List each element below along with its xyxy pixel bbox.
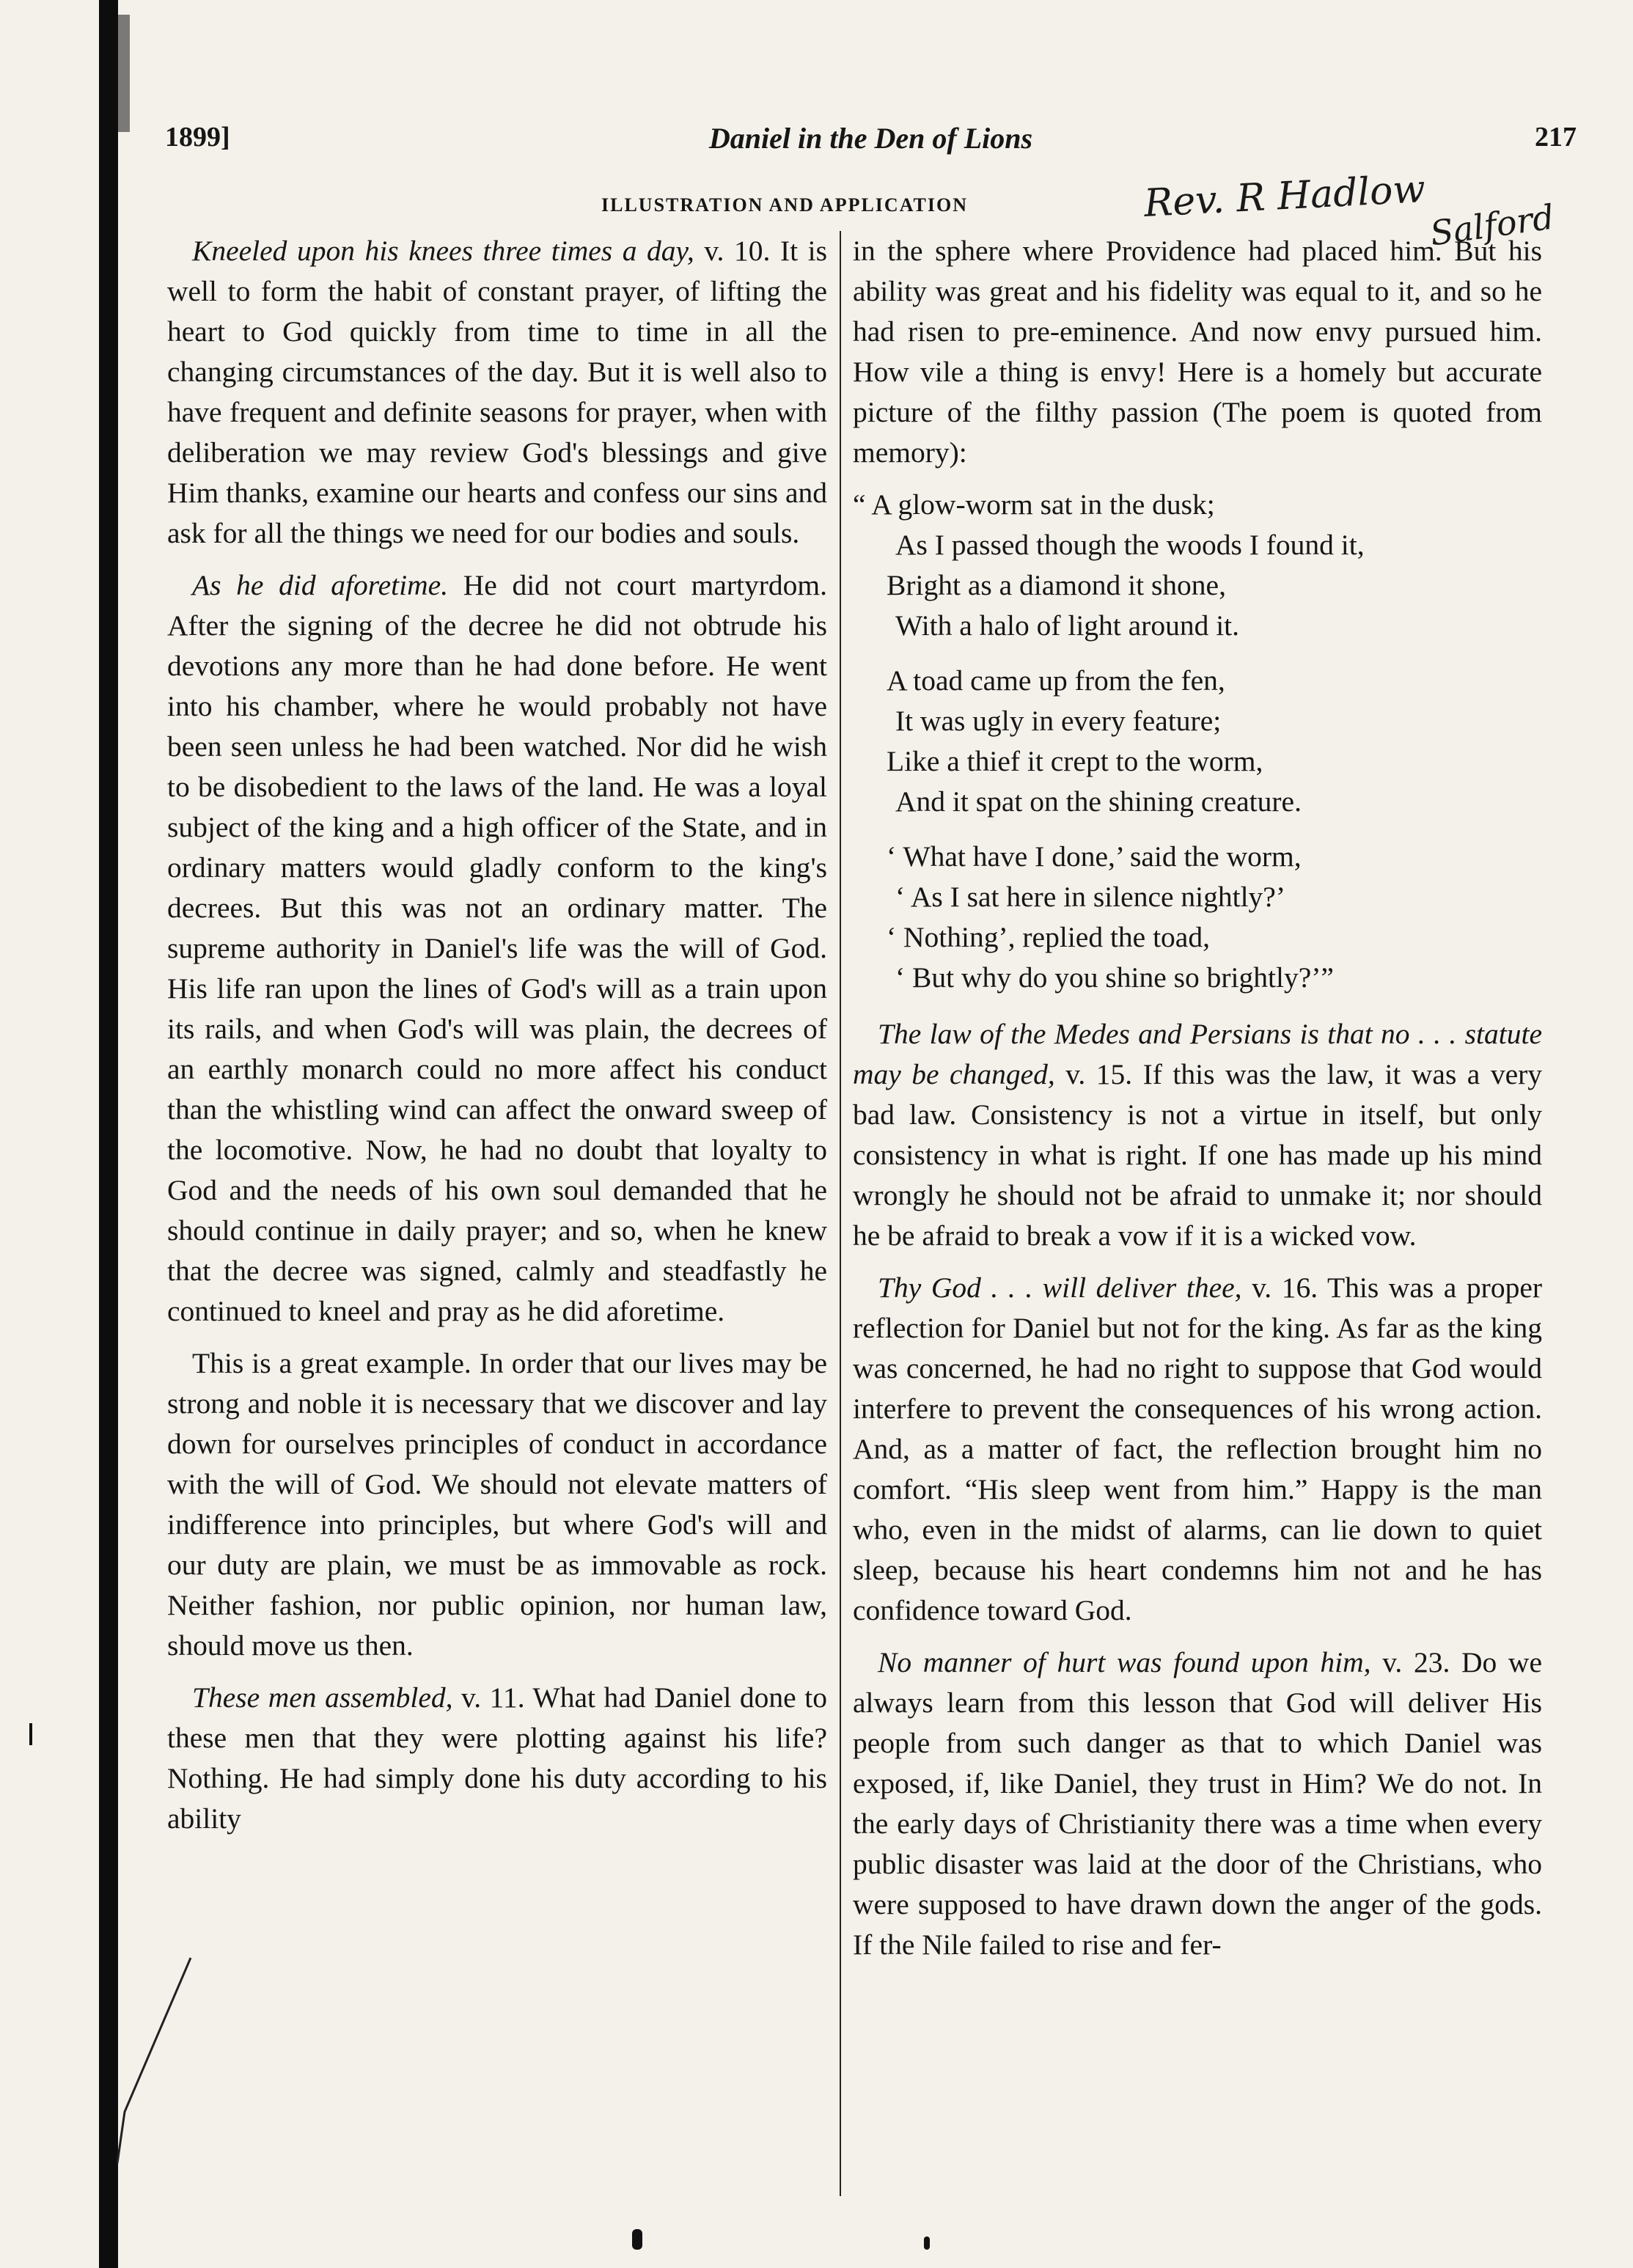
poem-line: A toad came up from the fen, [887,664,1225,697]
paragraph-lead: These men assembled, [192,1681,453,1714]
poem-line: With a halo of light around it. [895,609,1240,642]
column-divider [840,231,841,2196]
right-column [853,231,1542,1977]
paragraph-no-hurt [853,1643,1542,1965]
paragraph-men-assembled [167,1678,827,1839]
paragraph-text: v. 10. It is well to form the habit of constant prayer, of lifting the heart to God quickly from time to time in all the changing circumstances of the day. But it is well also to have frequent and definite seasons for prayer, when with deliberation we may review God's blessings and give Him thanks, examine our hearts and confess our sins and ask for all the things we need for our bodies and souls. [167,235,827,549]
pencil-stroke [110,1950,198,2170]
paragraph-lead: The law of the Medes and Persians is that no . . . statute may be changed, [853,1018,1542,1090]
paragraph-text: This is a great example. In order that our lives may be strong and noble it is necessary that we discover and lay down for ourselves principles of conduct in accordance with the will of God. We should not elevate matters of indifference into principles, but where God's will and our duty are plain, we must be as immovable as rock. Neither fashion, nor public opinion, nor human law, should move us then. [167,1347,827,1662]
poem-line: ‘ But why do you shine so brightly?’” [895,961,1334,994]
running-header [165,121,1577,165]
binding-smudge [118,15,130,132]
paragraph-lead: Thy God . . . will deliver thee, [878,1271,1242,1304]
poem-stanza [853,837,1542,998]
paragraph-aforetime [167,565,827,1332]
paragraph-text: v. 11. What had Daniel done to these men that they were plotting against his life? Nothing. He had simply done his duty according to his ability [167,1681,827,1835]
paragraph-lead: As he did aforetime. [192,569,449,601]
paragraph-text: v. 23. Do we always learn from this lesson that God will deliver His people from such danger as that to which Daniel was exposed, if, like Daniel, they trust in Him? We do not. In the early days of Christianity there was a time when every public disaster was laid at the door of the Christians, who were supposed to have drawn down the anger of the gods. If the Nile failed to rise and fer- [853,1646,1542,1961]
poem-stanza [853,485,1542,646]
poem-line: “ A glow-worm sat in the dusk; [853,488,1215,521]
paragraph-kneeled [167,231,827,554]
poem-stanza [853,661,1542,822]
handwritten-annotation: Rev. R Hadlow [1142,166,1427,227]
header-year: 1899] [165,122,230,153]
poem-line: ‘ What have I done,’ said the worm, [887,840,1302,873]
paragraph-text: He did not court martyrdom. After the signing of the decree he did not obtrude his devotions any more than he had done before. He went into his chamber, where he would probably not have been seen unless he had been watched. Nor did he wish to be disobedient to the laws of the land. He was a loyal subject of the king and a high officer of the State, and in ordinary matters would gladly conform to the king's decrees. But this was not an ordinary matter. The supreme authority in Daniel's life was the will of God. His life ran upon the lines of God's will as a train upon its rails, and when God's will was plain, the decrees of an earthly monarch could no more affect his conduct than the whistling wind can affect the onward sweep of the locomotive. Now, he had no doubt that loyalty to God and the needs of his own soul demanded that he should continue in daily prayer; and so, when he knew that the decree was signed, calmly and steadfastly he continued to kneel and pray as he did aforetime. [167,569,827,1327]
binding-edge [99,0,118,2268]
poem-line: ‘ As I sat here in silence nightly?’ [895,881,1285,913]
poem-line: Like a thief it crept to the worm, [887,745,1263,777]
paragraph-text: v. 15. If this was the law, it was a very bad law. Consistency is not a virtue in itself, but only consistency in what is right. If one has made up his mind wrongly he should not be afraid to unmake it; nor should he be afraid to break a vow if it is a wicked vow. [853,1058,1543,1252]
poem-line: And it spat on the shining creature. [895,785,1302,818]
handwritten-annotation-place: Salford [1428,197,1557,254]
ink-mark [924,2236,930,2250]
header-title: Daniel in the Den of Lions [708,122,1033,155]
poem-line: As I passed though the woods I found it, [895,529,1365,561]
ink-mark [632,2229,642,2250]
poem-line: It was ugly in every feature; [895,705,1222,737]
page-number: 217 [1535,122,1577,153]
paragraph-providence: in the sphere where Providence had placed him. But his ability was great and his fidelity was equal to it, and so he had risen to pre-eminence. And now envy pursued him. How vile a thing is envy! Here is a homely but accurate picture of the filthy passion (The poem is quoted from memory): [853,235,1542,469]
paragraph-lead: Kneeled upon his knees three times a day, [192,235,694,267]
poem-line: Bright as a diamond it shone, [887,569,1226,601]
paragraph-text: v. 16. This was a proper reflection for Daniel but not for the king. As far as the king was concerned, he had no right to suppose that God would interfere to prevent the consequences of his wrong action. And, as a matter of fact, the reflection brought him no comfort. “His sleep went from him.” Happy is the man who, even in the midst of alarms, can lie down to quiet sleep, because his heart condemns him not and he has confidence toward God. [853,1271,1543,1626]
section-heading: ILLUSTRATION AND APPLICATION [601,194,969,216]
paragraph-medes-persians [853,1014,1542,1256]
ink-mark [29,1723,32,1745]
paragraph-great-example [167,1343,827,1666]
poem-line: ‘ Nothing’, replied the toad, [887,921,1210,953]
glow-worm-poem [853,485,1542,998]
paragraph-thy-god [853,1268,1542,1631]
paragraph-lead: No manner of hurt was found upon him, [878,1646,1371,1678]
left-column [167,231,827,1851]
